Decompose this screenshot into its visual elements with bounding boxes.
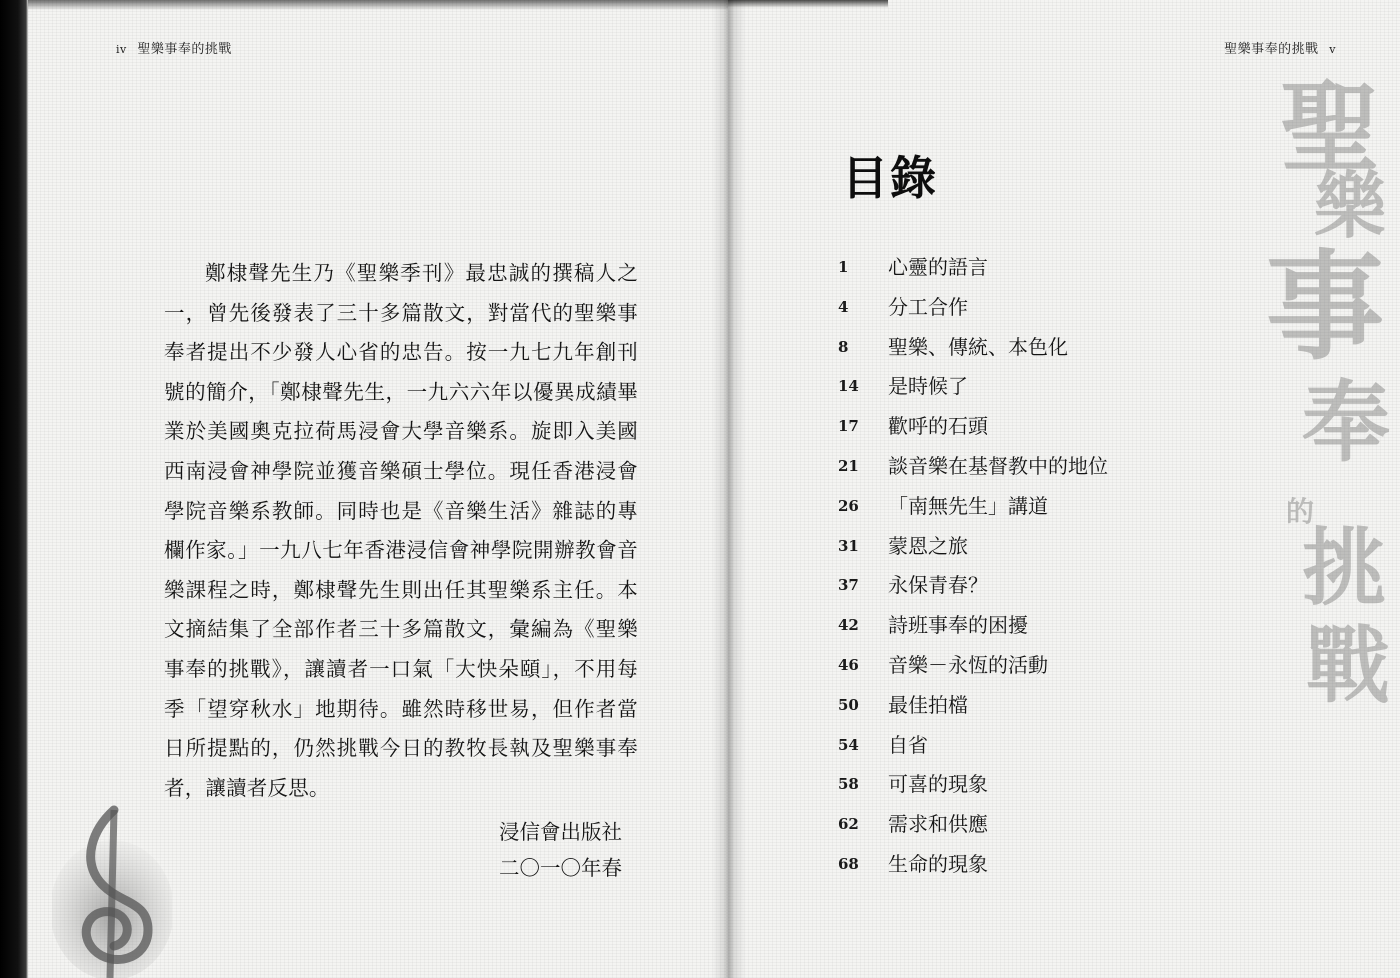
toc-item	[838, 765, 1108, 805]
decorative-char: 奉	[1302, 370, 1391, 474]
toc-entry-title: 談音樂在基督教中的地位	[888, 453, 1108, 478]
decorative-char: 樂	[1314, 163, 1387, 248]
toc-item	[838, 566, 1108, 606]
toc-entry-title: 音樂－永恆的活動	[888, 652, 1048, 677]
toc-item	[838, 367, 1108, 407]
left-running-head	[110, 38, 232, 57]
toc-entry-title: 生命的現象	[888, 851, 988, 876]
toc-item	[838, 527, 1108, 567]
toc-item	[838, 726, 1108, 766]
left-folio: iv	[116, 43, 127, 56]
signature-date: 二〇一〇年春	[499, 856, 622, 880]
toc-item	[838, 407, 1108, 447]
toc-title: 目錄	[842, 151, 938, 205]
toc-page-number: 4	[838, 297, 849, 316]
toc-page-number: 17	[838, 417, 859, 436]
toc-item	[838, 447, 1108, 487]
toc-entry-title: 可喜的現象	[888, 772, 988, 797]
toc-page-number: 37	[838, 576, 859, 595]
decorative-char: 挑	[1302, 518, 1387, 617]
right-running-head	[1224, 38, 1342, 57]
treble-clef-icon	[52, 790, 172, 978]
toc-entry-title: 是時候了	[888, 374, 968, 399]
toc-item	[838, 487, 1108, 527]
toc-page-number: 8	[838, 337, 849, 356]
toc-page-number: 68	[838, 854, 859, 873]
toc-item	[838, 845, 1108, 885]
toc-page-number: 50	[838, 695, 859, 714]
toc-page-number: 21	[838, 456, 859, 475]
toc-entry-title: 心靈的語言	[888, 255, 988, 279]
toc-entry-title: 詩班事奉的困擾	[888, 613, 1028, 638]
left-running-title: 聖樂事奉的挑戰	[137, 42, 232, 57]
top-edge-shadow-right	[728, 0, 888, 8]
decorative-char: 事	[1266, 237, 1385, 376]
toc-item	[838, 288, 1108, 328]
decorative-char: 的	[1286, 495, 1315, 528]
toc-item	[838, 606, 1108, 646]
preface-text: 鄭棣聲先生乃《聖樂季刊》最忠誠的撰稿人之一，曾先後發表了三十多篇散文，對當代的聖樂事奉者提出不少發人心省的忠告。按一九七九年創刊號的簡介，「鄭棣聲先生，一九六六年以優異成績畢業於美國奧克拉荷馬浸會大學音樂系。旋即入美國西南浸會神學院並獲音樂碩士學位。現任香港浸會學院音樂系教師。同時也是《音樂生活》雜誌的專欄作家。」一九八七年香港浸信會神學院開辦教會音樂課程之時，鄭棣聲先生則出任其聖樂系主任。本文摘結集了全部作者三十多篇散文，彙編為《聖樂事奉的挑戰》，讓讀者一口氣「大快朵頤」，不用每季「望穿秋水」地期待。雖然時移世易，但作者當日所提點的，仍然挑戰今日的教牧長執及聖樂事奉者，讓讀者反思。	[164, 261, 638, 800]
toc-item	[838, 686, 1108, 726]
signature-publisher: 浸信會出版社	[499, 820, 622, 844]
right-running-title: 聖樂事奉的挑戰	[1224, 42, 1319, 57]
toc-entry-title: 永保青春？	[888, 573, 988, 598]
toc-page-number: 62	[838, 815, 859, 834]
book-gutter	[712, 0, 746, 978]
toc-entry-title: 歡呼的石頭	[888, 414, 988, 439]
decorative-char: 戰	[1306, 616, 1391, 715]
toc-page-number: 26	[838, 496, 859, 515]
decorative-vertical-title	[1262, 69, 1392, 718]
toc-item	[838, 328, 1108, 368]
decorative-char: 聖	[1280, 69, 1380, 187]
toc-item	[838, 248, 1108, 288]
toc-page-number: 54	[838, 735, 859, 754]
toc-list	[838, 248, 1108, 885]
toc-entry-title: 最佳拍檔	[888, 692, 968, 717]
toc-item	[838, 805, 1108, 845]
top-edge-shadow-left	[28, 0, 728, 10]
toc-entry-title: 需求和供應	[888, 812, 988, 837]
toc-page-number: 58	[838, 775, 859, 794]
toc-page-number: 42	[838, 616, 859, 635]
toc-page-number: 1	[838, 258, 849, 276]
toc-entry-title: 「南無先生」講道	[888, 493, 1048, 518]
toc-entry-title: 分工合作	[888, 294, 968, 319]
right-folio: v	[1329, 43, 1336, 56]
preface-signature	[440, 814, 622, 886]
toc-entry-title: 聖樂、傳統、本色化	[888, 334, 1068, 359]
toc-page-number: 31	[838, 536, 859, 555]
toc-page-number: 14	[838, 377, 859, 396]
toc-entry-title: 自省	[888, 732, 928, 757]
toc-entry-title: 蒙恩之旅	[888, 533, 968, 558]
toc-page-number: 46	[838, 655, 859, 674]
toc-item	[838, 646, 1108, 686]
scan-edge-shadow	[0, 0, 28, 978]
